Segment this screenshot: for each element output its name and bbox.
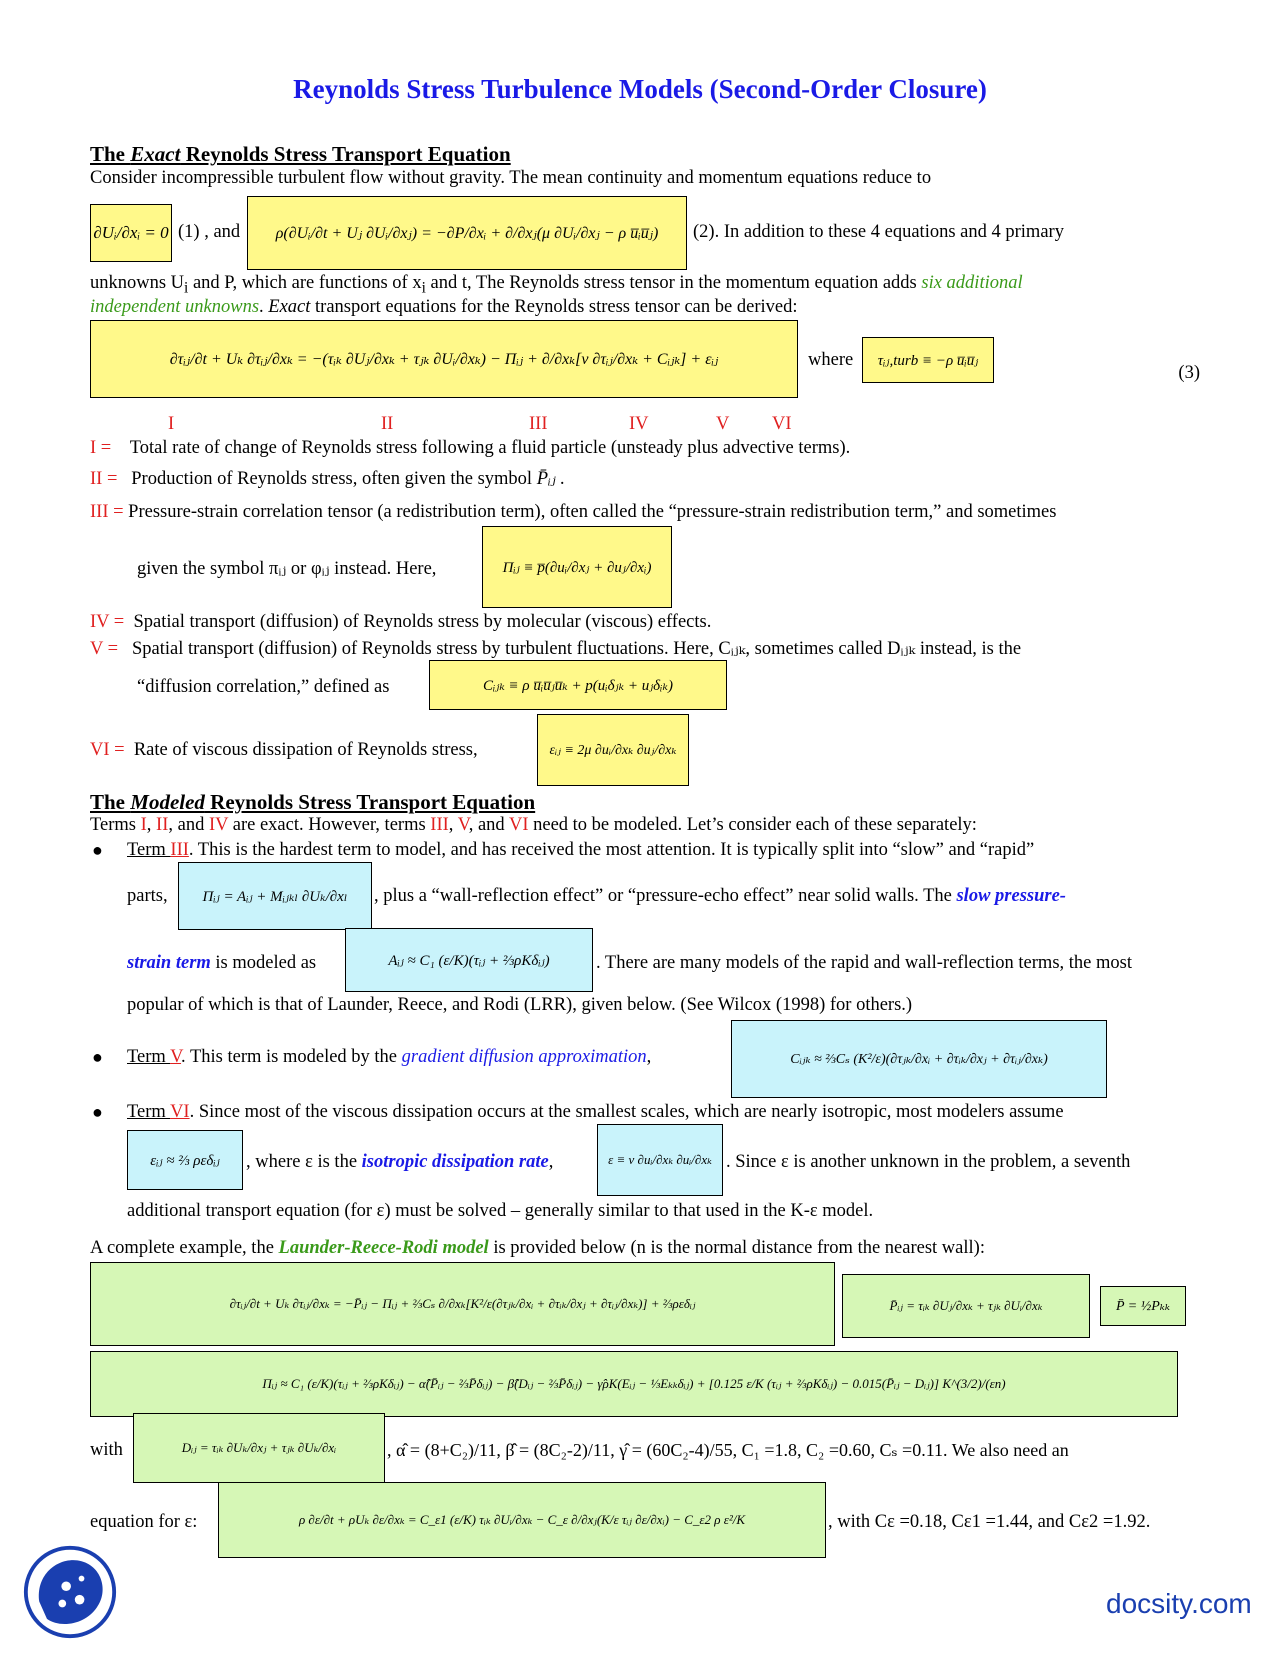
gradient-diffusion-box: Cᵢⱼₖ ≈ ⅔Cₛ (K²/ε)(∂τⱼₖ/∂xᵢ + ∂τᵢₖ/∂xⱼ + ∂τᵢⱼ/∂xₖ) — [731, 1020, 1107, 1098]
equation-3-definition-box: τᵢⱼ,turb ≡ −ρ u̅ᵢu̅ⱼ — [862, 337, 994, 383]
bullet-term-V: Term V. This term is modeled by the gradient diffusion approximation, — [127, 1047, 652, 1067]
pressure-strain-equation-box: Πᵢⱼ ≡ p̅(∂uᵢ/∂xⱼ + ∂uⱼ/∂xᵢ) — [482, 526, 672, 608]
isotropic-dissipation-box: εᵢⱼ ≈ ⅔ ρεδᵢⱼ — [127, 1130, 243, 1190]
where-label: where — [808, 350, 854, 370]
model-constants: , α̂ = (8+C₂)/11, β̂ = (8C₂-2)/11, γ̂ = (60C₂-4)/55, C₁ =1.8, C₂ =0.60, Cₛ =0.11. We also need an — [387, 1440, 1069, 1460]
roman-label-IV: IV — [629, 414, 649, 434]
term-III-row-2: given the symbol πᵢⱼ or φᵢⱼ instead. Here, — [137, 559, 437, 579]
term-II-row: II = Production of Reynolds stress, often given the symbol P̄ᵢⱼ . — [90, 469, 566, 489]
term-I-row: I = Total rate of change of Reynolds stress following a fluid particle (unsteady plus advective terms). — [90, 438, 851, 458]
diffusion-correlation-box: Cᵢⱼₖ ≡ ρ u̅ᵢu̅ⱼu̅ₖ + p(uᵢδⱼₖ + uⱼδᵢₖ) — [429, 660, 727, 710]
docsity-logo-icon — [22, 1544, 118, 1640]
equation-3-box: ∂τᵢⱼ/∂t + Uₖ ∂τᵢⱼ/∂xₖ = −(τᵢₖ ∂Uⱼ/∂xₖ + τⱼₖ ∂Uᵢ/∂xₖ) − Πᵢⱼ + ∂/∂xₖ[ν ∂τᵢⱼ/∂xₖ + Cᵢⱼₖ] + εᵢⱼ — [90, 320, 798, 398]
term-III-row: III = Pressure-strain correlation tensor (a redistribution term), often called the “pressure-strain redistribution term,” and sometimes — [90, 502, 1057, 522]
with-label: with — [90, 1440, 123, 1460]
equation-1-label: (1) , and — [178, 222, 241, 242]
bullet-term-III-parts: parts, — [127, 886, 168, 906]
production-trace-box: P̄ = ½Pₖₖ — [1100, 1286, 1186, 1326]
bullet-term-III-line4: popular of which is that of Launder, Reece, and Rodi (LRR), given below. (See Wilcox (1998) for others.) — [127, 995, 913, 1015]
dissipation-rate-box: ε ≡ ν ∂uᵢ/∂xₖ ∂uᵢ/∂xₖ — [597, 1124, 723, 1196]
roman-label-I: I — [168, 414, 175, 434]
epsilon-equation-box: ρ ∂ε/∂t + ρUₖ ∂ε/∂xₖ = C_ε1 (ε/K) τᵢₖ ∂Uᵢ/∂xₖ − C_ε ∂/∂xⱼ(K/ε τᵢⱼ ∂ε/∂xᵢ) − C_ε2 ρ ε²/K — [218, 1482, 826, 1558]
bullet-term-III-line2: , plus a “wall-reflection effect” or “pressure-echo effect” near solid walls. The slow pressure- — [374, 886, 1066, 906]
bullet-term-VI-line3: additional transport equation (for ε) must be solved – generally similar to that used in the K-ε model. — [127, 1201, 874, 1221]
section-heading-exact: The Exact Reynolds Stress Transport Equation — [90, 142, 511, 166]
paragraph-unknowns-2: independent unknowns. Exact transport equations for the Reynolds stress tensor can be derived: — [90, 297, 798, 317]
bullet-icon: ● — [92, 1047, 103, 1067]
D-tensor-box: Dᵢⱼ = τᵢₖ ∂Uₖ/∂xⱼ + τⱼₖ ∂Uₖ/∂xᵢ — [133, 1413, 385, 1483]
bullet-term-VI: Term VI. Since most of the viscous dissipation occurs at the smallest scales, which are nearly isotropic, most modelers assume — [127, 1102, 1064, 1122]
bullet-term-III-line3: strain term is modeled as — [127, 953, 317, 973]
epsilon-equation-label: equation for ε: — [90, 1512, 198, 1532]
paragraph-unknowns: unknowns $U_i$ and P, which are functions of $x_i$ and t, The Reynolds stress tensor in the momentum equation adds six additional — [90, 273, 1023, 297]
pressure-strain-split-box: Πᵢⱼ = Aᵢⱼ + Mᵢⱼₖₗ ∂Uₖ/∂xₗ — [178, 862, 372, 930]
brand-watermark: docsity.com — [1106, 1588, 1252, 1619]
modeled-intro: Terms I, II, and IV are exact. However, terms III, V, and VI need to be modeled. Let’s consider each of these separately: — [90, 815, 977, 835]
bullet-term-VI-line2: , where ε is the isotropic dissipation rate, — [246, 1152, 554, 1172]
lrr-intro: A complete example, the Launder-Reece-Rodi model is provided below (n is the normal distance from the nearest wall): — [90, 1238, 985, 1258]
slow-pressure-strain-box: Aᵢⱼ ≈ C₁ (ε/K)(τᵢⱼ + ⅔ρKδᵢⱼ) — [345, 928, 593, 992]
equation-1-box: ∂Uᵢ/∂xᵢ = 0 — [90, 204, 172, 262]
roman-label-V: V — [716, 414, 730, 434]
lrr-pressure-strain-box: Πᵢⱼ ≈ C₁ (ε/K)(τᵢⱼ + ⅔ρKδᵢⱼ) − α̂(P̄ᵢⱼ − ⅔P̄δᵢⱼ) − β̂(Dᵢⱼ − ⅔P̄δᵢⱼ) − γ̂ρK(Eᵢⱼ − ⅓Eₖₖδᵢⱼ) + [0.125 ε/K (τᵢⱼ + ⅔ρKδᵢⱼ) − 0.015(P̄ᵢⱼ − Dᵢⱼ)] K^(3/2)/(εn) — [90, 1351, 1178, 1417]
roman-label-VI: VI — [772, 414, 792, 434]
equation-3-number: (3) — [1178, 363, 1200, 383]
page-title: Reynolds Stress Turbulence Models (Second-Order Closure) — [293, 74, 987, 104]
bullet-term-III: Term III. This is the hardest term to model, and has received the most attention. It is typically split into “slow” and “rapid” — [127, 840, 1035, 860]
term-V-row: V = Spatial transport (diffusion) of Reynolds stress by turbulent fluctuations. Here, Cᵢⱼₖ, sometimes called Dᵢⱼₖ instead, is the — [90, 639, 1022, 659]
lrr-transport-equation-box: ∂τᵢⱼ/∂t + Uₖ ∂τᵢⱼ/∂xₖ = −P̄ᵢⱼ − Πᵢⱼ + ⅔Cₛ ∂/∂xₖ[K²/ε(∂τⱼₖ/∂xᵢ + ∂τᵢₖ/∂xⱼ + ∂τᵢⱼ/∂xₖ)] + ⅔ρεδᵢⱼ — [90, 1262, 835, 1346]
term-V-row-2: “diffusion correlation,” defined as — [137, 677, 390, 697]
section-heading-modeled: The Modeled Reynolds Stress Transport Equation — [90, 790, 536, 814]
production-equation-box: P̄ᵢⱼ = τᵢₖ ∂Uⱼ/∂xₖ + τⱼₖ ∂Uᵢ/∂xₖ — [842, 1274, 1090, 1338]
bullet-term-III-line3-tail: . There are many models of the rapid and wall-reflection terms, the most — [596, 953, 1132, 973]
equation-2-box: ρ(∂Uᵢ/∂t + Uⱼ ∂Uᵢ/∂xⱼ) = −∂P/∂xᵢ + ∂/∂xⱼ(μ ∂Uᵢ/∂xⱼ − ρ u̅ᵢu̅ⱼ) — [247, 196, 687, 270]
dissipation-equation-box: εᵢⱼ ≡ 2μ ∂uᵢ/∂xₖ ∂uⱼ/∂xₖ — [537, 714, 689, 786]
intro-paragraph: Consider incompressible turbulent flow without gravity. The mean continuity and momentum equations reduce to — [90, 168, 932, 188]
term-VI-row: VI = Rate of viscous dissipation of Reynolds stress, — [90, 740, 478, 760]
roman-label-III: III — [529, 414, 548, 434]
roman-label-II: II — [381, 414, 394, 434]
equation-2-after: (2). In addition to these 4 equations and 4 primary — [693, 222, 1064, 242]
term-IV-row: IV = Spatial transport (diffusion) of Reynolds stress by molecular (viscous) effects. — [90, 612, 712, 632]
bullet-icon: ● — [92, 840, 103, 860]
bullet-term-VI-line2-tail: . Since ε is another unknown in the problem, a seventh — [726, 1152, 1131, 1172]
epsilon-constants: , with Cε =0.18, Cε1 =1.44, and Cε2 =1.92. — [828, 1512, 1151, 1532]
bullet-icon: ● — [92, 1102, 103, 1122]
